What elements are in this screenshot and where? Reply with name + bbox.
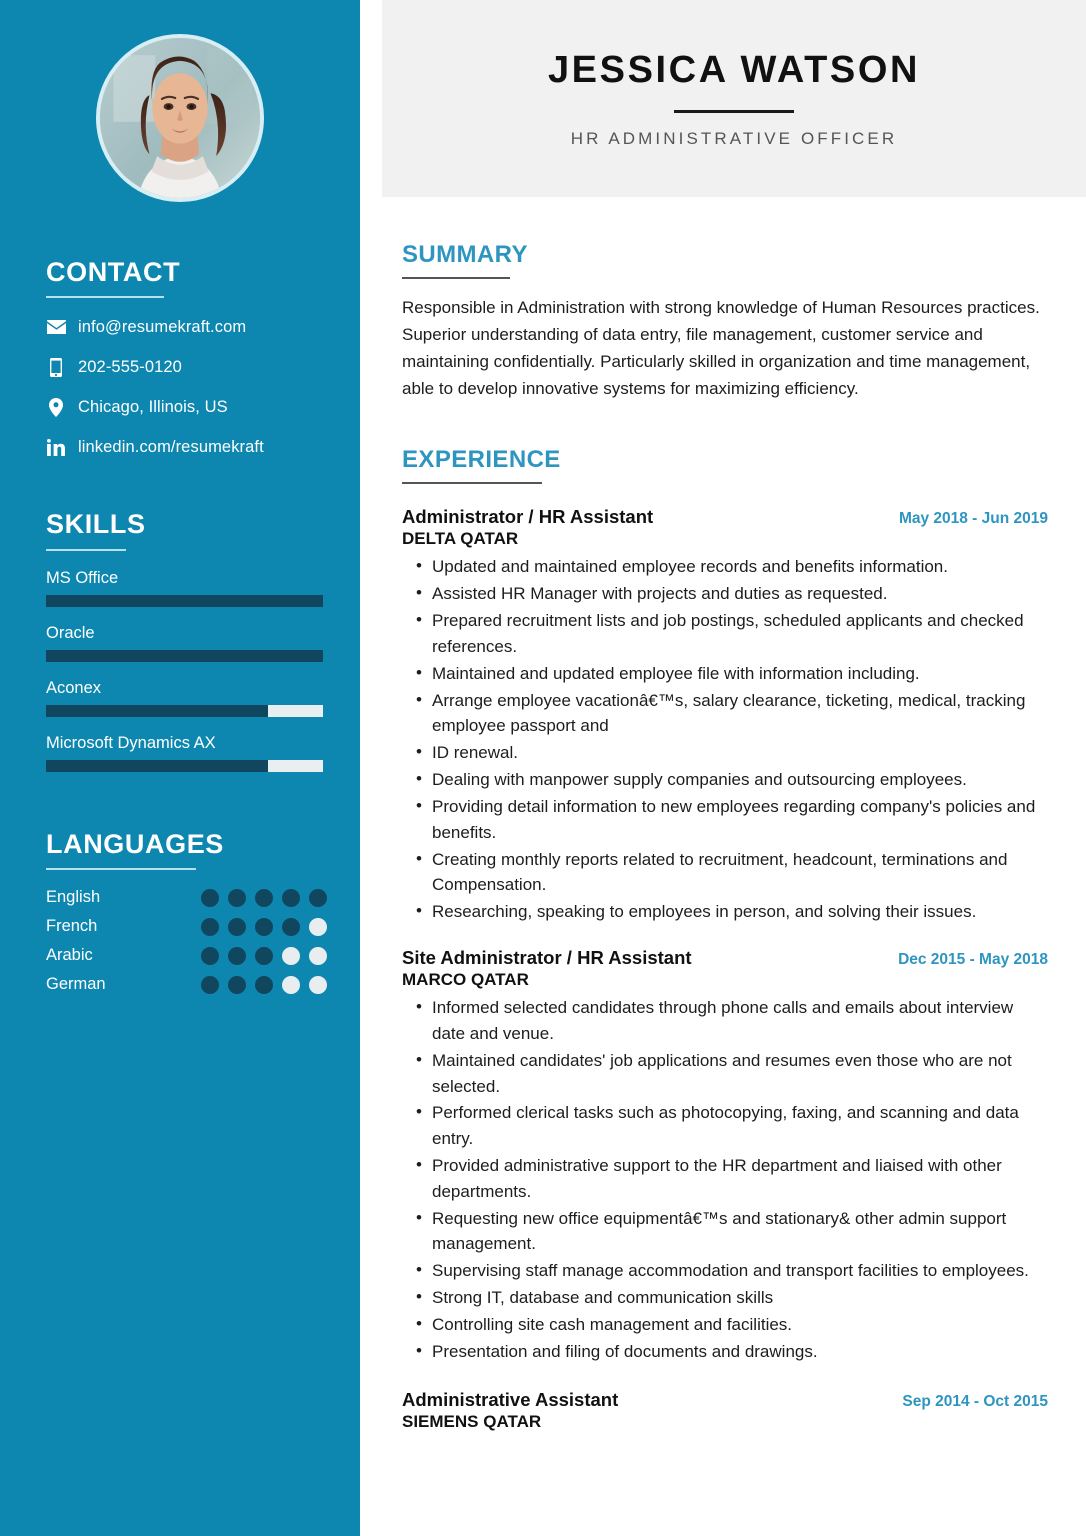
- experience-bullet: • Arrange employee vacationâ€™s, salary clearance, ticketing, medical, tracking employee passport and: [402, 688, 1048, 740]
- page-title: JESSICA WATSON: [547, 48, 921, 91]
- rating-dot: [309, 918, 327, 936]
- experience-bullet: • ID renewal.: [402, 740, 1048, 766]
- experience-bullet: • Performed clerical tasks such as photocopying, faxing, and scanning and data entry.: [402, 1100, 1048, 1152]
- contact-item-email[interactable]: [46, 316, 314, 338]
- experience-entry-header: [402, 1389, 1048, 1411]
- experience-bullet: • Creating monthly reports related to recruitment, headcount, terminations and Compensation.: [402, 847, 1048, 899]
- rating-dot: [255, 947, 273, 965]
- experience-bullet: • Informed selected candidates through phone calls and emails about interview date and venue.: [402, 995, 1048, 1047]
- job-role-subtitle: HR ADMINISTRATIVE OFFICER: [570, 128, 898, 148]
- experience-bullets: [402, 995, 1048, 1365]
- rating-dot: [255, 976, 273, 994]
- rating-dot: [309, 947, 327, 965]
- experience-bullet: • Prepared recruitment lists and job postings, scheduled applicants and checked references.: [402, 608, 1048, 660]
- experience-bullet: • Controlling site cash management and facilities.: [402, 1312, 1048, 1338]
- avatar: [96, 34, 264, 202]
- experience-bullet: • Supervising staff manage accommodation and transport facilities to employees.: [402, 1258, 1048, 1284]
- skill-label: Aconex: [46, 678, 102, 697]
- contact-heading-rule: [46, 296, 164, 298]
- skill-fill: [46, 595, 323, 607]
- rating-dot: [228, 889, 246, 907]
- language-rating: [201, 918, 327, 936]
- skill-item: [46, 734, 314, 772]
- contact-email-text: info@resumekraft.com: [78, 317, 247, 336]
- rating-dot: [282, 918, 300, 936]
- skill-item: [46, 624, 314, 662]
- language-rating: [201, 889, 327, 907]
- experience-bullet: • Assisted HR Manager with projects and duties as requested.: [402, 581, 1048, 607]
- rating-dot: [201, 976, 219, 994]
- experience-job-title: Administrator / HR Assistant: [402, 506, 654, 528]
- rating-dot: [255, 889, 273, 907]
- skill-label: Oracle: [46, 623, 95, 642]
- experience-entry: [402, 1389, 1048, 1432]
- rating-dot: [309, 889, 327, 907]
- language-row: [46, 888, 314, 907]
- name-divider: [674, 110, 794, 113]
- rating-dot: [282, 976, 300, 994]
- rating-dot: [201, 889, 219, 907]
- skill-track: [46, 650, 323, 662]
- main-body: [382, 241, 1086, 1432]
- experience-bullet: • Updated and maintained employee records and benefits information.: [402, 554, 1048, 580]
- experience-bullets: [402, 554, 1048, 925]
- language-label: French: [46, 917, 98, 936]
- language-label: English: [46, 888, 101, 907]
- summary-heading: SUMMARY: [402, 241, 528, 268]
- languages-heading: LANGUAGES: [46, 828, 224, 859]
- sidebar: [0, 0, 360, 1536]
- experience-job-title: Site Administrator / HR Assistant: [402, 947, 692, 969]
- mobile-phone-icon: [46, 358, 66, 377]
- rating-dot: [255, 918, 273, 936]
- experience-bullet: • Researching, speaking to employees in person, and solving their issues.: [402, 899, 1048, 925]
- experience-entry: [402, 506, 1048, 925]
- skill-item: [46, 679, 314, 717]
- experience-bullet: • Presentation and filing of documents and drawings.: [402, 1339, 1048, 1365]
- experience-job-dates: May 2018 - Jun 2019: [898, 510, 1048, 528]
- experience-job-title: Administrative Assistant: [402, 1388, 619, 1410]
- language-row: [46, 946, 314, 965]
- skill-fill: [46, 705, 268, 717]
- rating-dot: [228, 947, 246, 965]
- experience-company: SIEMENS QATAR: [402, 1411, 542, 1431]
- language-label: German: [46, 975, 106, 994]
- language-rating: [201, 947, 327, 965]
- experience-bullet: • Strong IT, database and communication skills: [402, 1285, 1048, 1311]
- main-content: [360, 0, 1086, 1536]
- contact-item-linkedin[interactable]: [46, 436, 314, 458]
- skill-fill: [46, 760, 268, 772]
- profile-photo-wrap: [0, 0, 360, 202]
- summary-heading-rule: [402, 277, 510, 279]
- rating-dot: [228, 918, 246, 936]
- experience-heading-rule: [402, 482, 542, 484]
- experience-heading: EXPERIENCE: [402, 446, 561, 474]
- experience-entry-header: [402, 947, 1048, 969]
- rating-dot: [309, 976, 327, 994]
- envelope-icon: [46, 320, 66, 334]
- skills-heading: SKILLS: [46, 509, 146, 540]
- contact-linkedin-text: linkedin.com/resumekraft: [78, 437, 264, 456]
- experience-bullet: • Maintained candidates' job applications and resumes even those who are not selected.: [402, 1048, 1048, 1100]
- experience-bullet: • Requesting new office equipmentâ€™s and stationary& other admin support management.: [402, 1206, 1048, 1258]
- languages-heading-rule: [46, 868, 196, 870]
- experience-job-dates: Dec 2015 - May 2018: [898, 951, 1048, 969]
- contact-item-phone[interactable]: [46, 356, 314, 378]
- contact-location-text: Chicago, Illinois, US: [78, 397, 228, 416]
- location-pin-icon: [46, 398, 66, 417]
- rating-dot: [201, 947, 219, 965]
- language-rating: [201, 976, 327, 994]
- skill-label: Microsoft Dynamics AX: [46, 733, 216, 752]
- rating-dot: [201, 918, 219, 936]
- linkedin-icon: [46, 439, 66, 456]
- experience-bullet: • Dealing with manpower supply companies and outsourcing employees.: [402, 767, 1048, 793]
- experience-bullet: • Maintained and updated employee file with information including.: [402, 661, 1048, 687]
- skills-section: [0, 510, 360, 771]
- experience-bullet: • Providing detail information to new employees regarding company's policies and benefits.: [402, 794, 1048, 846]
- experience-bullet: • Provided administrative support to the HR department and liaised with other departments.: [402, 1153, 1048, 1205]
- experience-job-dates: Sep 2014 - Oct 2015: [902, 1392, 1048, 1410]
- rating-dot: [282, 947, 300, 965]
- skill-track: [46, 595, 323, 607]
- skill-item: [46, 569, 314, 607]
- skill-track: [46, 760, 323, 772]
- contact-heading: CONTACT: [46, 257, 181, 287]
- summary-text: Responsible in Administration with strong knowledge of Human Resources practices. Superior understanding of data entry, file management, customer service and maintaining confidentially. Particularly skilled in organization and time management, able to develop innovative systems for maximizing efficiency.: [402, 298, 1040, 398]
- skill-label: MS Office: [46, 568, 119, 587]
- experience-company: DELTA QATAR: [402, 529, 519, 549]
- experience-entry: [402, 947, 1048, 1365]
- contact-list: [46, 316, 314, 458]
- contact-phone-text: 202-555-0120: [78, 357, 182, 376]
- skill-fill: [46, 650, 323, 662]
- rating-dot: [282, 889, 300, 907]
- language-label: Arabic: [46, 946, 93, 965]
- language-row: [46, 975, 314, 994]
- skills-heading-rule: [46, 549, 126, 551]
- languages-section: [0, 830, 360, 994]
- contact-item-location[interactable]: [46, 396, 314, 418]
- experience-entry-header: [402, 506, 1048, 528]
- skill-track: [46, 705, 323, 717]
- name-banner: [382, 0, 1086, 197]
- experience-company: MARCO QATAR: [402, 970, 529, 990]
- contact-section: [0, 258, 360, 458]
- rating-dot: [228, 976, 246, 994]
- language-row: [46, 917, 314, 936]
